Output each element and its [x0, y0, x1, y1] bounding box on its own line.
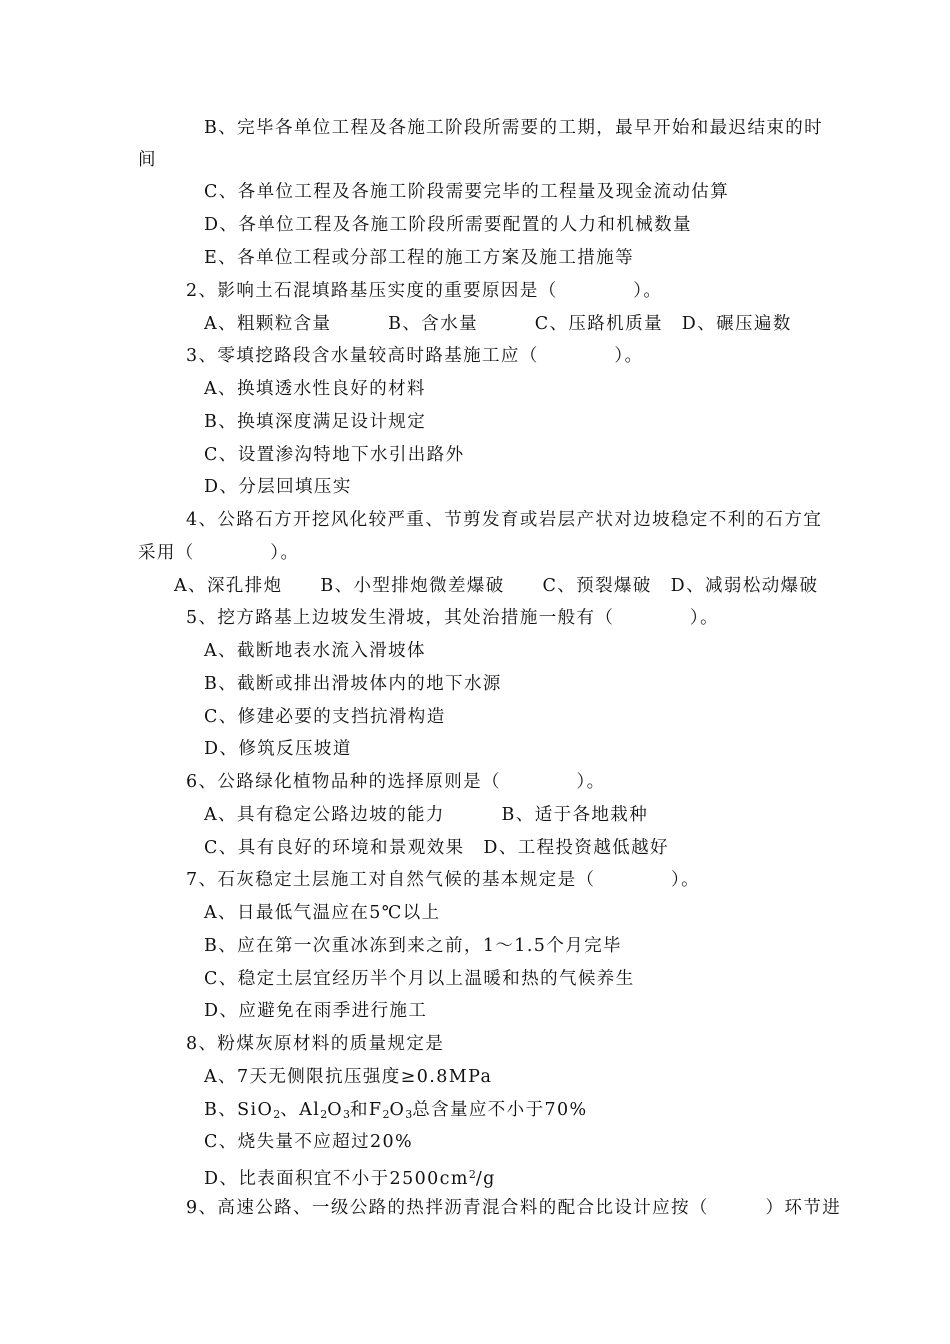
- q2-options: A、粗颗粒含量 B、含水量 C、压路机质量 D、碾压遍数: [204, 314, 792, 334]
- q7-option-b: B、应在第一次重冰冻到来之前，1～1.5个月完毕: [204, 936, 622, 956]
- q6-options-cd: C、具有良好的环境和景观效果 D、工程投资越低越好: [204, 838, 669, 858]
- q7-option-c: C、稳定土层宜经历半个月以上温暖和热的气候养生: [204, 969, 635, 989]
- q5-option-d: D、修筑反压坡道: [204, 739, 352, 759]
- q1-option-c: C、各单位工程及各施工阶段需要完毕的工程量及现金流动估算: [204, 182, 730, 202]
- q5-option-c: C、修建必要的支挡抗滑构造: [204, 707, 446, 727]
- q1-option-e: E、各单位工程或分部工程的施工方案及施工措施等: [204, 248, 634, 268]
- q8-stem: 8、粉煤灰原材料的质量规定是: [186, 1034, 445, 1054]
- q8-option-d: D、比表面积宜不小于$2500cm^2/g$: [204, 1168, 496, 1189]
- q7-option-d: D、应避免在雨季进行施工: [204, 1001, 428, 1021]
- q3-stem: 3、零填挖路段含水量较高时路基施工应（ ）。: [186, 346, 644, 366]
- q9-stem: 9、高速公路、一级公路的热拌沥青混合料的配合比设计应按（ ）环节进: [186, 1198, 842, 1218]
- q1-option-b-line2: 间: [138, 150, 157, 170]
- q7-stem: 7、石灰稳定土层施工对自然气候的基本规定是（ ）。: [186, 870, 701, 890]
- q1-option-b-line1: B、完毕各单位工程及各施工阶段所需要的工期，最早开始和最迟结束的时: [204, 118, 824, 138]
- q4-stem-line1: 4、公路石方开挖风化较严重、节剪发育或岩层产状对边坡稳定不利的石方宜: [186, 510, 823, 530]
- q4-stem-line2: 采用（ ）。: [138, 543, 300, 563]
- q1-option-d: D、各单位工程及各施工阶段所需要配置的人力和机械数量: [204, 215, 692, 235]
- q8-option-a: A、7天无侧限抗压强度≥0.8MPa: [204, 1067, 493, 1087]
- q6-stem: 6、公路绿化植物品种的选择原则是（ ）。: [186, 772, 606, 792]
- q4-options: A、深孔排炮 B、小型排炮微差爆破 C、预裂爆破 D、减弱松动爆破: [174, 576, 819, 596]
- q5-stem: 5、挖方路基上边坡发生滑坡，其处治措施一般有（ ）。: [186, 608, 719, 628]
- q3-option-c: C、设置渗沟特地下水引出路外: [204, 445, 465, 465]
- q8-option-c: C、烧失量不应超过20%: [204, 1132, 414, 1152]
- q7-option-a: A、日最低气温应在5℃以上: [204, 903, 441, 923]
- q3-option-b: B、换填深度满足设计规定: [204, 412, 427, 432]
- q3-option-a: A、换填透水性良好的材料: [204, 379, 426, 399]
- q6-options-ab: A、具有稳定公路边坡的能力 B、适于各地栽种: [204, 805, 649, 825]
- q5-option-b: B、截断或排出滑坡体内的地下水源: [204, 674, 502, 694]
- q3-option-d: D、分层回填压实: [204, 477, 352, 497]
- q2-stem: 2、影响土石混填路基压实度的重要原因是（ ）。: [186, 281, 663, 301]
- q8-option-b: B、SiO$_2$、$Al_2O_3$和$F_2O_3$总含量应不小于70%: [204, 1100, 588, 1121]
- q5-option-a: A、截断地表水流入滑坡体: [204, 641, 426, 661]
